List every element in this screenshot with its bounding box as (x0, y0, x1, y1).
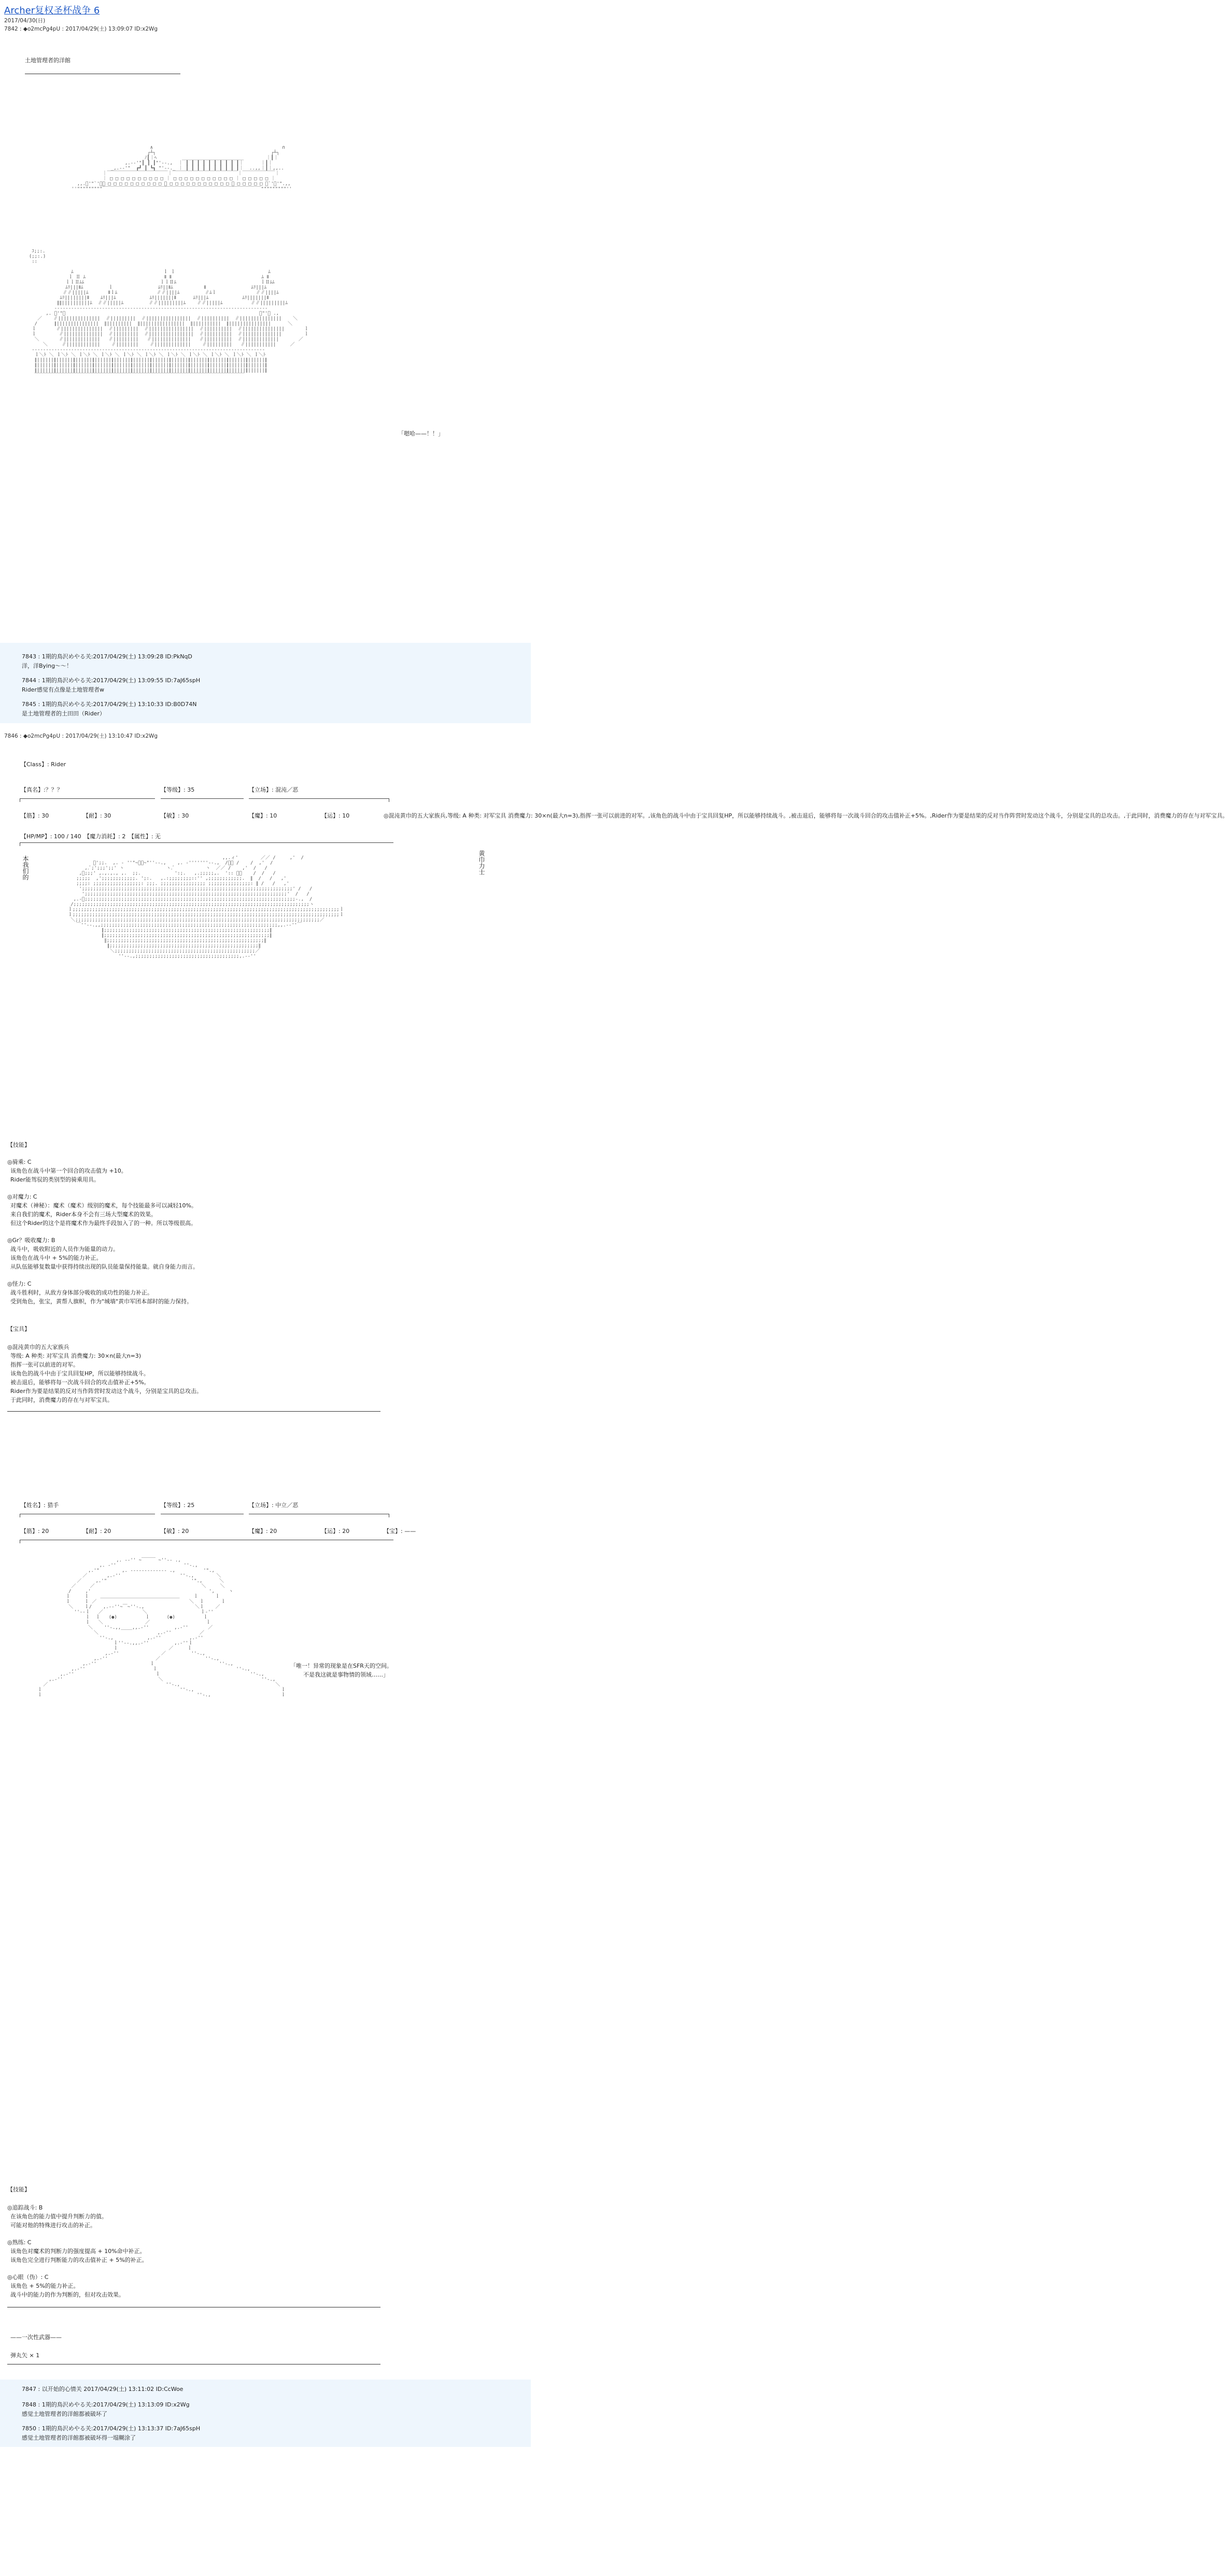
quote-line: Rider感觉有点像是土地管理者w (22, 686, 104, 693)
quote-line: 7843 : 1期的鳥沢めやる关:2017/04/29(土) 13:09:28 ID:PkNqD (22, 653, 192, 660)
np-title: 【宝具】 (7, 1326, 30, 1332)
quote-line: 7850 : 1期的鳥沢めやる关:2017/04/29(土) 13:13:37 ID:7aJ65spH (22, 2425, 201, 2432)
stat-rank: 【等级】: 25 (161, 1502, 195, 1509)
skill-line: 但这个Rider的这个是将魔术作为最终手段加入了的一种。所以等级很高。 (10, 1220, 196, 1227)
stat-alignment: 【立场】: 中立／恶 (249, 1502, 299, 1509)
skill-line: 可能对他的特殊进行攻击的补正。 (10, 2222, 96, 2229)
post-header: 7842 : ◆o2mcPg4pU : 2017/04/29(土) 13:09:07 ID:x2Wg (4, 26, 158, 32)
quote-line: 感觉土地管理者的洋館都被破坏了 (22, 2411, 107, 2417)
divider (7, 1411, 380, 1412)
stat-np: 【宝】: —— (384, 1528, 416, 1535)
skill-line: 该角色 + 5%的能力补正。 (10, 2283, 79, 2289)
stat-luk: 【运】: 20 (321, 1528, 350, 1535)
np-line: 指挥一张可以前进的对军。 (10, 1361, 79, 1368)
stat-agi: 【敏】: 30 (161, 812, 189, 819)
stat-end: 【耐】: 30 (83, 812, 111, 819)
scene-dialog: 「嗯哈——！！」 (398, 430, 444, 437)
stat-bracket (20, 1540, 393, 1543)
skill-line: 该角色在战斗中第一个回合的攻击值为 +10。 (10, 1167, 127, 1174)
hunter-dialog-1: 「唯一！异常的现象是在SFR天的空间。 (290, 1663, 392, 1669)
stat-agi: 【敏】: 20 (161, 1528, 189, 1535)
ammo-line: 弹丸矢 × 1 (10, 2352, 40, 2359)
hunter-skills-title: 【技能】 (7, 2186, 30, 2193)
stat-bracket (20, 798, 155, 802)
hunter-dialog-2: 不是我这就是事物情的领域……」 (303, 1671, 389, 1678)
stat-str: 【筋】: 30 (21, 812, 49, 819)
quote-line: 洋，洋Bying～～！ (22, 663, 73, 669)
stat-end: 【耐】: 20 (83, 1528, 111, 1535)
stat-mag: 【魔】: 20 (249, 1528, 277, 1535)
stat-name: 【姓名】: 猎手 (21, 1502, 59, 1509)
stat-rank: 【等级】: 35 (161, 786, 195, 793)
quote-line: 7847 : 以开始的心情关 2017/04/29(土) 13:11:02 ID:CcWoe (22, 2386, 184, 2392)
skill-line: 战斗中，吸收附近的人员作为能量的动力。 (10, 1246, 119, 1252)
rider-art: ,,.ィ' ／／ / ,' / ﾞ';;. ,. ‐ ''"~￣￣~"''‐-., ,. ‐'''''''‐-., /／／ / / ,' / ,.ﾞ;';;;';;' ヽ ヽ.ﾞ ヽ ／／ / ,' / / ,ﾞ;;;' ,.,.,., ,. ;;. ':;. ,.;;;;;,. ':: ／／ / / / ;;;;; ,';;;;;;;;;;;;. ';:. ,.:;;;;;;;;::'' ,;;;;;;;;;;;;. ∥ / / ,' ;;;;: ;;;;;;;;;;;;;;;;;: ;;;. ;;;;;;;;;;;;;;;; ;;;;;;;;;;;;;;;: ∥ / / ,' ';;;;;;;;;;;;;;;;;;;;;;;;;;;;;;;;;;;;;;;;;;;;;;;;;;;;;;;;;;;;;;;;;;;;;;;;;;;' / / ';;;;;;;;;;;;;;;;;;;;;;;;;;;;;;;;;;;;;;;;;;;;;;;;;;;;;;;;;;;;;;;;;;;;;;;;' / / ,.‐ﾞ;;;;;;;;;;;;;;;;;;;;;;;;;;;;;;;;;;;;;;;;;;;;;;;;;;;;;;;;;;;;;;;;;;;;;;;;;;;‐., / /;;;;;;;;;;;;;;;;;;;;;;;;;;;;;;;;;;;;;;;;;;;;;;;;;;;;;;;;;;;;;;;;;;;;;;;;;;;;;;;;;;;;ヽ ｌ;;;;;;;;;;;;;;;;;;;;;;;;;;;;;;;;;;;;;;;;;;;;;;;;;;;;;;;;;;;;;;;;;;;;;;;;;;;;;;;;;;;;;;;;;;;;;;;ｌ ｌ;;;;;;;;;;;;;;;;;;;;;;;;;;;;;;;;;;;;;;;;;;;;;;;;;;;;;;;;;;;;;;;;;;;;;;;;;;;;;;;;;;;;;;;;;;;;;;;ｌ ＼;;;;;;;;;;;;;;;;;;;;;;;;;;;;;;;;;;;;;;;;;;;;;;;;;;;;;;;;;;;;;;;;;;;;;;;;;;;;;;;;;;;;;;;／ ￣''‐-.,,;;;;;;;;;;;;;;;;;;;;;;;;;;;;;;;;;;;;;;;;;;;;;;;;;;;;;;;;;;;;;;;,,.-‐''￣ ∥;;;;;;;;;;;;;;;;;;;;;;;;;;;;;;;;;;;;;;;;;;;;;;;;;;;;;;;;;;;∥ ∥;;;;;;;;;;;;;;;;;;;;;;;;;;;;;;;;;;;;;;;;;;;;;;;;;;;;;;;;;;;∥ ∥;;;;;;;;;;;;;;;;;;;;;;;;;;;;;;;;;;;;;;;;;;;;;;;;;;;;;;;;∥ ∥;;;;;;;;;;;;;;;;;;;;;;;;;;;;;;;;;;;;;;;;;;;;;;;;;;;;;∥ ＼;;;;;;;;;;;;;;;;;;;;;;;;;;;;;;;;;;;;;;;;;;;;;;;;;;／ ''‐-.,;;;;;;;;;;;;;;;;;;;;;;;;;;;;;;;;;;;;;,.-‐'' (67, 855, 344, 959)
np-line: 等级: A 种类: 对军宝具 消费魔力: 30×n(最大n=3) (10, 1353, 142, 1359)
skill-line: 从队伍能够复数量中获得持续出现的队员能量保持能量。就自身能力而言。 (10, 1263, 199, 1270)
skill-line: ◎对魔力: C (7, 1193, 37, 1200)
skill-line: 对魔术（神秘）：魔术（魔术）级别的魔术，每个技能最多可以减轻10%。 (10, 1202, 197, 1209)
quote-line: 7844 : 1期的鳥沢めやる关:2017/04/29(土) 13:09:55 ID:7aJ65spH (22, 677, 201, 684)
stat-luk: 【运】: 10 (321, 812, 350, 819)
stat-bracket (20, 842, 393, 846)
vertical-text-right: 黄巾力士 (478, 850, 485, 875)
np-line: 该角色的战斗中由于宝具回复HP，所以能够持续战斗。 (10, 1370, 149, 1377)
skill-line: 该角色在战斗中 + 5%的能力补正。 (10, 1255, 102, 1261)
skill-line: 战斗中的能力的作为判断的，但对攻击效果。 (10, 2291, 124, 2298)
skill-line: 该角色完全进行判断能力的攻击值补正 + 5%的补正。 (10, 2257, 148, 2263)
hunter-art: ,. -‐'' ~￣￣￣ ~''‐- ., ,. ‐'' ''‐., ,.'" ,. ‐‐‐‐‐‐‐‐‐‐‐‐‐ ., '"., ／ ,.‐'' ''‐., ＼ ／ ,.'" '"., ＼ ／ ／ ＼ ＼ / ,' ', ヽ ｌ ｌ ＿＿＿＿＿＿＿＿＿＿＿＿＿＿＿＿＿ ｌ ｌ ｌ ｌ ／ ＼ ｌ ｌ ＼ ｌ/ ,.-‐''~￣~''‐., ＼ｌ ／ ''‐-ｌ ／ ＼ ｌ‐'' ｌ ｌ (●) ｌ (●) ｌ ｌ ＼ ／ ｌ ＼ ''‐.,,____,,.‐'' ,.‐'' ／ ＼ ,.‐'' ／ ''‐., ,.‐'' ,.‐'' ｌ''‐-.,,.‐'' ,.‐''ｌ ｌ ／ ｌ ,.‐'' ／ ''‐., ,.‐'' ／ ''‐., ,.‐'' ｌ ''‐., ,.‐'' ｌ ''‐., ,.‐'' ｌ ''‐., ,.‐'' ＼ ''‐., ／ ''‐., ＼ ｌ ''‐., ｌ ｌ ''‐., ｌ (37, 1558, 286, 1698)
skill-line: ◎追踪战斗: B (7, 2204, 43, 2211)
skill-line: 在该角色的能力值中提升判断力的值。 (10, 2213, 107, 2220)
post-header: 7846 : ◆o2mcPg4pU : 2017/04/29(土) 13:10:47 ID:x2Wg (4, 733, 158, 739)
stat-str: 【筋】: 20 (21, 1528, 49, 1535)
stat-hp: 【HP/MP】: 100 / 140 【魔力消耗】: 2 【属性】: 无 (21, 833, 161, 840)
mansion-art: ∧ ∩ ┌┴┐ ┌┴┐ ﾉ┃｜ﾍ ______________________ ｜┃｜ ,.-‐'"┃ ┃ ┃"'‐-., ｜ ┃ ┃ ┃ ┃ ┃ ┃ ┃ ┃ ┃ ┃｜ ｜┃｜ _,.-‐'" ┏┛ ┃ ┗┓ "'‐-._ ｜ ┃ ┃ ┃ ┃ ┃ ┃ ┃ ┃ ┃ ┃｜ ..,,｜┃｜,,.. ｜￣￣￣￣￣￣￣￣￣￣￣￣￣｜￣￣￣￣￣￣￣￣￣￣￣￣￣￣｜￣￣￣￣￣￣￣｜ ｜ □ □ □ □ □ □ □ □ □ □ ｜ □ □ □ □ □ □ □ □ □ □ □ ｜ □ □ □ □ □ ｜ ,,.ﾞ'"`'ﾞ｜ □ □ □ □ □ □ □ □ □ □ ｜ □ □ □ □ □ □ □ □ □ □ □ ｜ □ □ □ □ □ ｜`'ﾞ'".,, ''"""""""""￣￣￣￣￣￣￣￣￣￣￣￣￣￣￣￣￣￣￣￣￣￣￣￣￣￣￣￣￣￣￣￣￣￣"""""""""'' (71, 145, 292, 192)
vertical-text-left: 本我们的 (22, 855, 29, 880)
stat-bracket (20, 1514, 155, 1517)
page-title[interactable]: Archer复权圣杯战争 6 (4, 5, 100, 16)
quote-line: 7845 : 1期的鳥沢めやる关:2017/04/29(土) 13:10:33 ID:B0D74N (22, 701, 197, 708)
skill-line: ◎Gr？吸收魔力: B (7, 1237, 55, 1244)
quote-line: 是土地管理者的土田田（Rider） (22, 710, 105, 717)
np-line: Rider作为要是结果的反对当作阵营时发动这个战斗，分别是宝具的总攻击。 (10, 1388, 202, 1395)
np-line: 于此同时，消费魔力的存在与对军宝具。 (10, 1397, 113, 1403)
skill-line: ◎熟练: C (7, 2239, 32, 2246)
section-title: ——一次性武器—— (10, 2334, 62, 2341)
stat-bracket (161, 1514, 244, 1517)
stat-bracket (249, 1514, 389, 1517)
quote-line: 7848 : 1期的鳥沢めやる关:2017/04/29(土) 13:13:09 ID:x2Wg (22, 2401, 190, 2408)
skill-line: ◎怪力: C (7, 1280, 32, 1287)
stat-alignment: 【立场】: 混沌／恶 (249, 786, 299, 793)
stat-bracket (249, 798, 389, 802)
quote-line: 感觉土地管理者的洋館都被破坏得一塌糊涂了 (22, 2434, 136, 2441)
scene-caption: 土地管理者的洋館 (25, 57, 70, 64)
stat-mag: 【魔】: 10 (249, 812, 277, 819)
crowd-art: ｺ;;:. (;;:.) :: ﾑ ｌ ｌ ﾑ ｌ Ⅱ ﾑ Ⅱ Ⅱ ﾑ Ⅱ ｌｌⅡﾑﾑ ｌｌⅡﾑ ｌⅡﾑﾑ ﾑﾘ|||Ⅱﾑ ｌ ﾑﾘ||Ⅱﾑ Ⅱ ﾑﾘ|||ﾑ ∥∥|||||ﾑ Ⅱｌﾑ ∥∥||||ﾑ ∥ﾑｌ ∥∥||||ﾑ ﾑﾘ||||||||Ⅱ ﾑﾘ|||ﾑ ﾑﾘ|||||||Ⅱ ﾑﾘ|||ﾑ ﾑﾘ|||||||Ⅱ ∥∥||||||||||ﾑ ∥∥|||||ﾑ ∥∥|||||||||ﾑ ∥∥|||||ﾑ ∥∥|||||||||ﾑ ‐‐‐‐‐‐‐‐‐‐‐‐‐‐‐‐‐‐‐‐‐‐‐‐‐‐‐‐‐‐‐‐‐‐‐‐‐‐‐‐‐‐‐‐‐‐‐‐‐‐‐‐‐‐‐‐‐‐‐‐‐‐‐‐‐‐‐‐‐‐‐‐‐‐‐‐ ,. ﾞ'"￣ ￣"'ﾞ ., ／ ∥||||||||||||||| ∥||||||||| ∥|||||||||||||||| ∥|||||||||| ∥||||||||||||||| ＼ / ∥||||||||||||||| ∥||||||||| ∥|||||||||||||||| ∥|||||||||| ∥||||||||||||||| ＼ ｌ ∥||||||||||||||| ∥||||||||| ∥|||||||||||||||| ∥|||||||||| ∥||||||||||||||| ｌ ｌ ∥|||||||||||||| ∥||||||||| ∥|||||||||||||||| ∥|||||||||| ∥|||||||||||||| ｌ ＼ ∥||||||||||||| ∥||||||||| ∥|||||||||||||| ∥|||||||||| ∥||||||||||||| ／ ＼ ∥|||||||||||| ∥|||||||| ∥||||||||||||| ∥||||||||| ∥||||||||||| ／ ‐‐‐‐‐‐‐‐‐‐‐‐‐‐‐‐‐‐‐‐‐‐‐‐‐‐‐‐‐‐‐‐‐‐‐‐‐‐‐‐‐‐‐‐‐‐‐‐‐‐‐‐‐‐‐‐‐‐‐‐‐‐‐‐‐‐‐‐‐‐‐‐‐‐‐‐‐‐‐‐‐‐‐ ｌ＼ﾄ ＼ ｌ＼ﾄ ＼ ｌ＼ﾄ ＼ ｌ＼ﾄ ＼ ｌ＼ﾄ ＼ ｌ＼ﾄ ＼ ｌ＼ﾄ ＼ ｌ＼ﾄ ＼ ｌ＼ﾄ ＼ ｌ＼ﾄ ＼ ｌ＼ﾄ ∥||||||∥||||||∥||||||∥||||||∥||||||∥||||||∥||||||∥||||||∥||||||∥||||||∥||||||∥||||||∥ ∥||||||∥||||||∥||||||∥||||||∥||||||∥||||||∥||||||∥||||||∥||||||∥||||||∥||||||∥||||||∥ ∥||||||∥||||||∥||||||∥||||||∥||||||∥||||||∥||||||∥||||||∥||||||∥||||||∥||||||∥||||||∥ ￣￣￣￣￣￣￣￣￣￣￣￣￣￣￣￣￣￣￣￣￣￣￣￣￣￣￣￣￣￣￣￣￣￣￣￣￣￣￣￣￣￣￣￣￣ (29, 249, 309, 378)
skill-line: ◎骑乘: C (7, 1159, 32, 1165)
stat-bracket (161, 798, 244, 802)
skill-line: 来自我们的魔术，Rider本身不会有三场大型魔术的效果。 (10, 1211, 157, 1218)
class-label: 【Class】: Rider (21, 761, 66, 768)
np-line: 被击退后，能够将每一次战斗回合的攻击值补正+5%。 (10, 1379, 150, 1386)
stat-np: ◎混沌黄巾的五大家族兵,等级: A 种类: 对军宝具 消费魔力: 30×n(最大n=3),指挥一张可以前进的对军。,该角色的战斗中由于宝具回复HP，所以能够持续战斗。,被击退后，能够将每一次战斗回合的攻击值补正+5%。,Rider作为要是结果的反对当作阵营时发动这个战斗，分别是宝具的总攻击。,于此同时，消费魔力的存在与对军宝具。 (384, 812, 1228, 819)
skill-line: Rider能驾驭的类别型的骑乘用具。 (10, 1176, 100, 1183)
skill-line: 受到角色，张宝，黄帮人旗帜，作为"城墙"黄巾军团本部时的能力保持。 (10, 1298, 193, 1305)
post-date: 2017/04/30(日) (4, 18, 46, 24)
skill-line: 战斗胜利时，从敌方身体部分吸收的成功性的能力补正。 (10, 1289, 153, 1296)
np-line: ◎混沌黄巾的五大家族兵 (7, 1344, 69, 1350)
skill-line: ◎心眼（伪）: C (7, 2274, 49, 2281)
skill-line: 该角色对魔术的判断力的强度提高 + 10%命中补正。 (10, 2248, 146, 2255)
skills-title: 【技能】 (7, 1142, 30, 1148)
stat-name: 【真名】:？？？ (21, 786, 63, 793)
